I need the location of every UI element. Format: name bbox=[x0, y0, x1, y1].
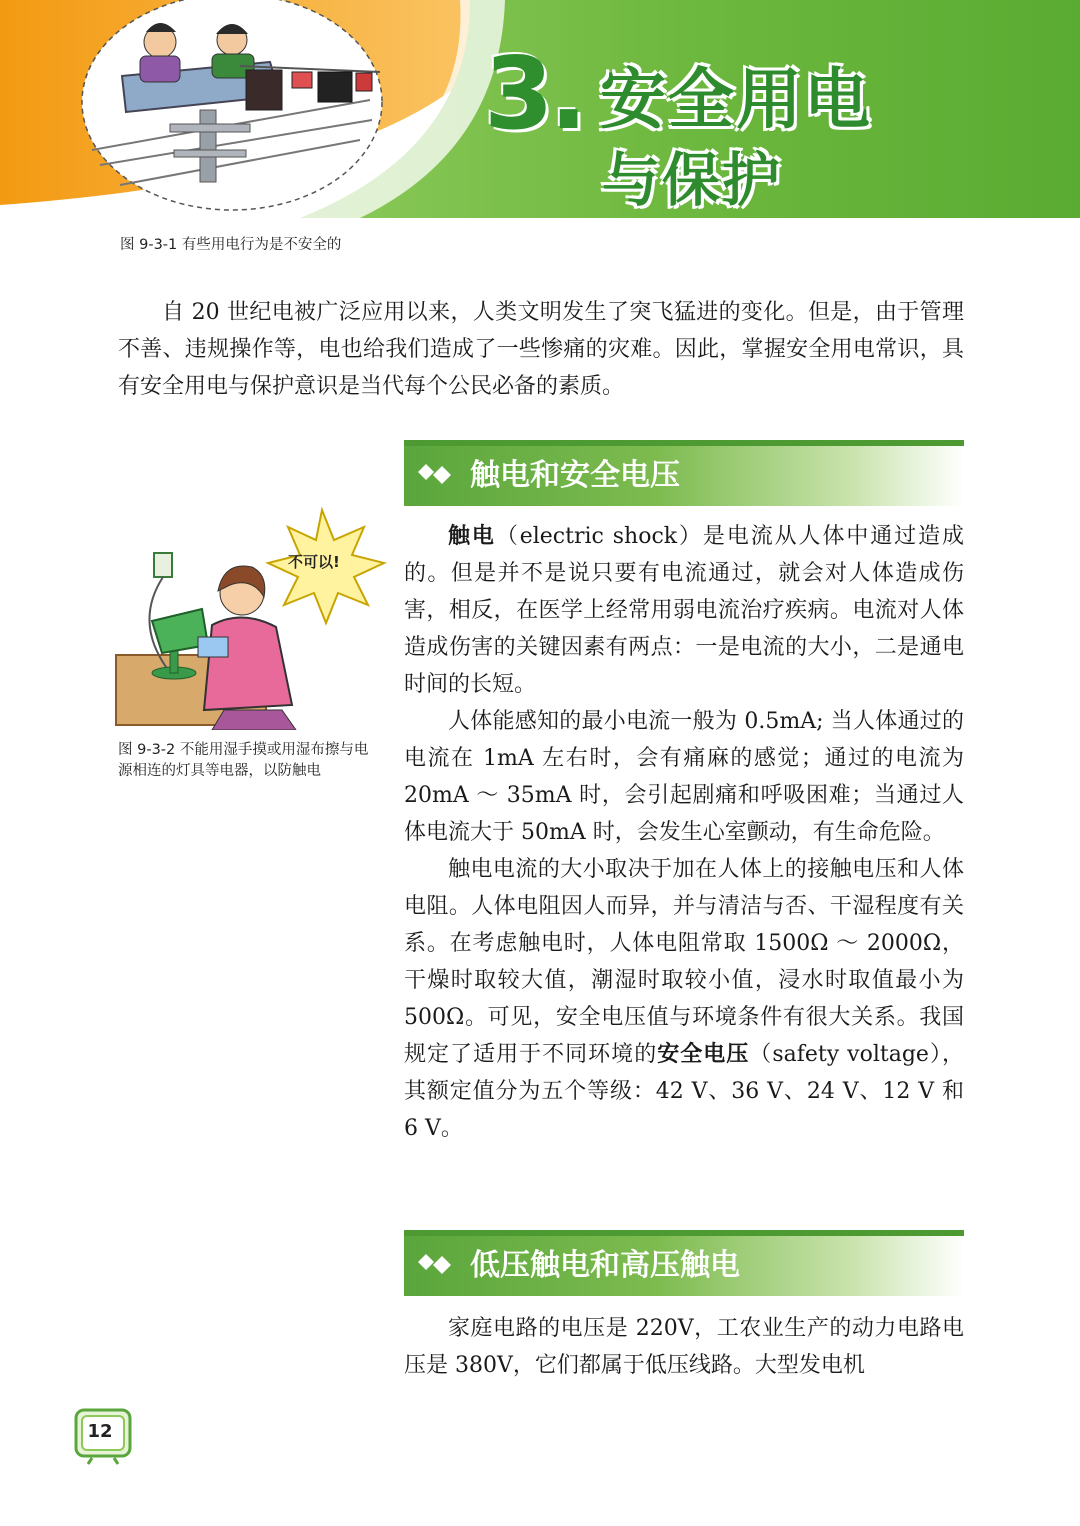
chapter-banner bbox=[0, 0, 1080, 218]
diamond-bullet-icon bbox=[418, 1252, 458, 1276]
section1-paragraph bbox=[404, 851, 964, 1147]
figure-1-caption: 图 9-3-1 有些用电行为是不安全的 bbox=[120, 237, 342, 253]
section-header-low-high-voltage bbox=[404, 1230, 964, 1296]
section-header-electric-shock bbox=[404, 440, 964, 506]
paragraph-text: 触电电流的大小取决于加在人体上的接触电压和人体电阻。人体电阻因人而异，并与清洁与否、干湿程度有关系。在考虑触电时，人体电阻常取 1500Ω ～ 2000Ω，干燥时取较大值，潮湿时取较小值，浸水时取值最小为 500Ω。可见，安全电压值与环境条件有很大关系。我国规定了适用于不同环境的 bbox=[404, 857, 964, 1067]
warning-bubble-text: 不可以! bbox=[288, 553, 340, 571]
chapter-title-line2: 与保护 bbox=[602, 146, 783, 214]
section2-paragraph: 家庭电路的电压是 220V，工农业生产的动力电路电压是 380V，它们都属于低压线路。大型发电机 bbox=[404, 1316, 964, 1378]
section-header-rule bbox=[404, 1230, 964, 1236]
chapter-title-line1: 安全用电 bbox=[600, 61, 872, 138]
intro-paragraph: 自 20 世纪电被广泛应用以来，人类文明发生了突飞猛进的变化。但是，由于管理不善、违规操作等，电也给我们造成了一些惨痛的灾难。因此，掌握安全用电常识，具有安全用电与保护意识是当代每个公民必备的素质。 bbox=[118, 300, 964, 399]
chapter-number: 3. bbox=[484, 35, 584, 152]
section-title: 触电和安全电压 bbox=[470, 458, 680, 493]
section-header-rule bbox=[404, 440, 964, 446]
term-electric-shock: 触电 bbox=[448, 523, 496, 549]
section1-paragraph bbox=[404, 518, 964, 703]
section2-body bbox=[404, 1310, 964, 1384]
section-title: 低压触电和高压触电 bbox=[470, 1248, 740, 1283]
paragraph-text: （electric shock）是电流从人体中通过造成的。但是并不是说只要有电流通过，就会对人体造成伤害，相反，在医学上经常用弱电流治疗疾病。电流对人体造成伤害的关键因素有两点：一是电流的大小，二是通电时间的长短。 bbox=[404, 524, 964, 697]
term-safety-voltage: 安全电压 bbox=[657, 1041, 750, 1067]
power-pole-icon bbox=[200, 110, 216, 182]
figure-2-caption: 图 9-3-2 不能用湿手摸或用湿布擦与电源相连的灯具等电器，以防触电 bbox=[118, 742, 369, 779]
section1-body bbox=[404, 518, 964, 1147]
wall-socket-icon bbox=[154, 553, 172, 577]
diamond-bullet-icon bbox=[418, 462, 458, 486]
section1-paragraph: 人体能感知的最小电流一般为 0.5mA; 当人体通过的电流在 1mA 左右时，会有痛麻的感觉；通过的电流为 20mA ～ 35mA 时，会引起剧痛和呼吸困难；当通过人体电流大于 50mA 时，会发生心室颤动，有生命危险。 bbox=[404, 709, 964, 845]
page-number: 12 bbox=[87, 1421, 113, 1442]
figure-2-illustration bbox=[112, 505, 394, 730]
paragraph-text: （safety voltage），其额定值分为五个等级：42 V、36 V、24 V、12 V 和 6 V。 bbox=[404, 1042, 964, 1141]
